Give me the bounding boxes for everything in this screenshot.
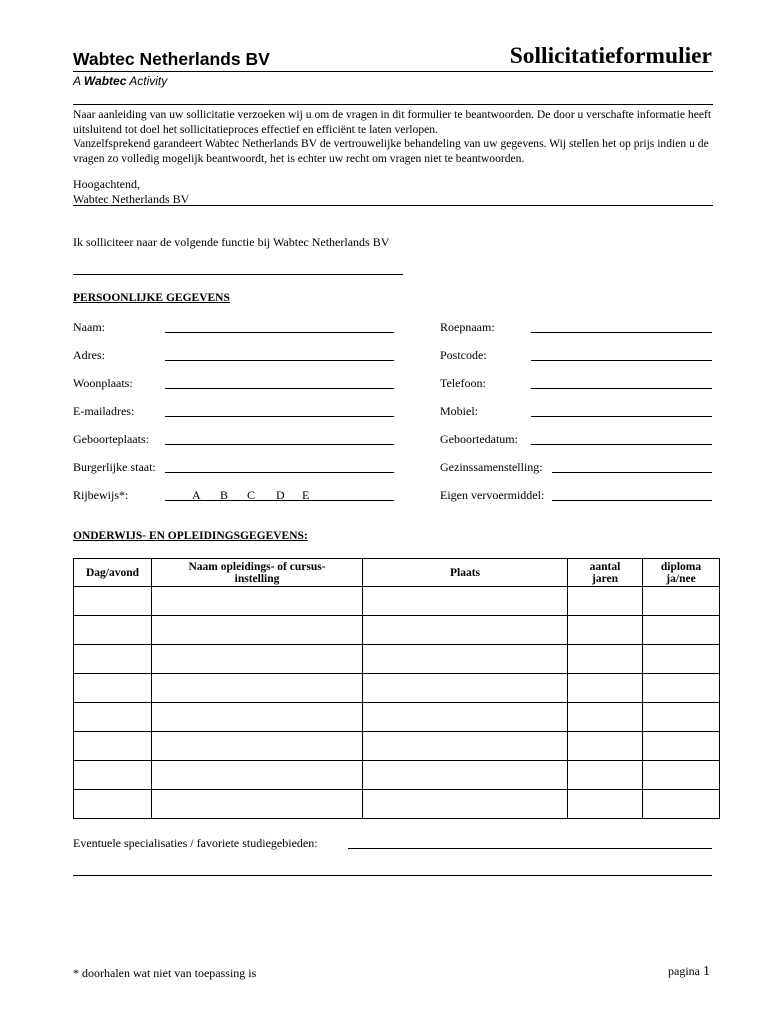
subtitle-prefix: A [73, 74, 84, 88]
cell-instelling[interactable] [152, 645, 363, 674]
footnote: * doorhalen wat niet van toepassing is [73, 966, 257, 980]
cell-aantal-jaren[interactable] [568, 761, 643, 790]
table-row [74, 645, 720, 674]
cell-diploma[interactable] [643, 587, 720, 616]
cell-plaats[interactable] [363, 703, 568, 732]
cell-instelling[interactable] [152, 616, 363, 645]
col-header-dag-avond: Dag/avond [74, 559, 152, 587]
burgerlijke-staat-field[interactable] [165, 472, 394, 473]
col-header-aantal-jaren: aantal jaren [568, 559, 643, 587]
cell-diploma[interactable] [643, 674, 720, 703]
mobiel-label: Mobiel: [440, 404, 478, 418]
cell-plaats[interactable] [363, 645, 568, 674]
col-header-instelling: Naam opleidings- of cursus- instelling [152, 559, 363, 587]
geboortedatum-label: Geboortedatum: [440, 432, 518, 446]
geboorteplaats-label: Geboorteplaats: [73, 432, 149, 446]
position-label: Ik solliciteer naar de volgende functie bij Wabtec Netherlands BV [73, 235, 390, 249]
email-label: E-mailadres: [73, 404, 135, 418]
page-number [668, 964, 710, 980]
cell-plaats[interactable] [363, 587, 568, 616]
table-row [74, 674, 720, 703]
telefoon-field[interactable] [531, 388, 712, 389]
table-row [74, 761, 720, 790]
adres-field[interactable] [165, 360, 394, 361]
naam-label: Naam: [73, 320, 105, 334]
cell-plaats[interactable] [363, 761, 568, 790]
header-rule [73, 71, 713, 72]
cell-diploma[interactable] [643, 732, 720, 761]
cell-aantal-jaren[interactable] [568, 645, 643, 674]
woonplaats-label: Woonplaats: [73, 376, 133, 390]
subtitle-suffix: Activity [126, 74, 168, 88]
greeting: Hoogachtend, [73, 177, 140, 191]
vervoermiddel-field[interactable] [552, 500, 712, 501]
cell-instelling[interactable] [152, 732, 363, 761]
geboortedatum-field[interactable] [531, 444, 712, 445]
cell-aantal-jaren[interactable] [568, 790, 643, 819]
postcode-field[interactable] [531, 360, 712, 361]
col-header-diploma: diploma ja/nee [643, 559, 720, 587]
position-field[interactable] [73, 258, 403, 275]
burgerlijke-staat-label: Burgerlijke staat: [73, 460, 156, 474]
specializations-field-2[interactable] [73, 875, 712, 876]
adres-label: Adres: [73, 348, 105, 362]
cell-diploma[interactable] [643, 645, 720, 674]
vervoermiddel-label: Eigen vervoermiddel: [440, 488, 545, 502]
signature: Wabtec Netherlands BV [73, 192, 190, 206]
mobiel-field[interactable] [531, 416, 712, 417]
cell-dag-avond[interactable] [74, 674, 152, 703]
intro-bottom-rule [73, 205, 713, 206]
education-heading: ONDERWIJS- EN OPLEIDINGSGEGEVENS: [73, 530, 308, 542]
roepnaam-label: Roepnaam: [440, 320, 495, 334]
table-row [74, 732, 720, 761]
cell-dag-avond[interactable] [74, 616, 152, 645]
table-row [74, 703, 720, 732]
email-field[interactable] [165, 416, 394, 417]
cell-plaats[interactable] [363, 732, 568, 761]
cell-dag-avond[interactable] [74, 587, 152, 616]
intro-top-rule [73, 104, 713, 105]
cell-dag-avond[interactable] [74, 761, 152, 790]
cell-plaats[interactable] [363, 674, 568, 703]
cell-aantal-jaren[interactable] [568, 587, 643, 616]
page-number-value: 1 [703, 964, 710, 979]
cell-instelling[interactable] [152, 790, 363, 819]
cell-diploma[interactable] [643, 790, 720, 819]
naam-field[interactable] [165, 332, 394, 333]
intro-paragraph-2: Vanzelfsprekend garandeert Wabtec Netherlands BV de vertrouwelijke behandeling van uw gegevens. Wij stellen het op prijs indien u de vragen zo volledig mogelijk beantwoordt, het is echter uw recht om vragen niet te beantwoorden. [73, 137, 709, 165]
postcode-label: Postcode: [440, 348, 487, 362]
cell-plaats[interactable] [363, 790, 568, 819]
cell-dag-avond[interactable] [74, 790, 152, 819]
company-name: Wabtec Netherlands BV [73, 49, 270, 69]
gezinssamenstelling-label: Gezinssamenstelling: [440, 460, 543, 474]
specializations-label: Eventuele specialisaties / favoriete studiegebieden: [73, 836, 318, 850]
intro-text [73, 108, 713, 166]
rijbewijs-label: Rijbewijs*: [73, 488, 129, 502]
cell-dag-avond[interactable] [74, 645, 152, 674]
page-label: pagina [668, 964, 700, 978]
cell-aantal-jaren[interactable] [568, 732, 643, 761]
cell-instelling[interactable] [152, 587, 363, 616]
cell-dag-avond[interactable] [74, 703, 152, 732]
license-class-b[interactable]: B [220, 488, 229, 502]
woonplaats-field[interactable] [165, 388, 394, 389]
table-row [74, 616, 720, 645]
cell-aantal-jaren[interactable] [568, 674, 643, 703]
gezinssamenstelling-field[interactable] [552, 472, 712, 473]
cell-diploma[interactable] [643, 703, 720, 732]
education-table [73, 558, 720, 819]
geboorteplaats-field[interactable] [165, 444, 394, 445]
license-class-e[interactable]: E [302, 488, 310, 502]
table-row [74, 587, 720, 616]
cell-diploma[interactable] [643, 761, 720, 790]
roepnaam-field[interactable] [531, 332, 712, 333]
cell-instelling[interactable] [152, 703, 363, 732]
cell-diploma[interactable] [643, 616, 720, 645]
cell-plaats[interactable] [363, 616, 568, 645]
cell-dag-avond[interactable] [74, 732, 152, 761]
cell-instelling[interactable] [152, 761, 363, 790]
company-subtitle [73, 74, 167, 88]
table-row [74, 790, 720, 819]
telefoon-label: Telefoon: [440, 376, 486, 390]
specializations-field[interactable] [348, 848, 712, 849]
page-title: Sollicitatieformulier [509, 43, 712, 69]
personal-heading: PERSOONLIJKE GEGEVENS [73, 292, 230, 304]
cell-aantal-jaren[interactable] [568, 703, 643, 732]
subtitle-brand: Wabtec [83, 74, 127, 88]
cell-instelling[interactable] [152, 674, 363, 703]
license-class-a[interactable]: A [192, 488, 201, 502]
license-class-d[interactable]: D [276, 488, 285, 502]
cell-aantal-jaren[interactable] [568, 616, 643, 645]
license-class-c[interactable]: C [247, 488, 256, 502]
intro-paragraph-1: Naar aanleiding van uw sollicitatie verzoeken wij u om de vragen in dit formulier te beantwoorden. De door u verschafte informatie heeft uitsluitend tot doel het sollicitatieproces effectief en efficiënt te laten verlopen. [73, 108, 712, 136]
col-header-plaats: Plaats [363, 559, 568, 587]
